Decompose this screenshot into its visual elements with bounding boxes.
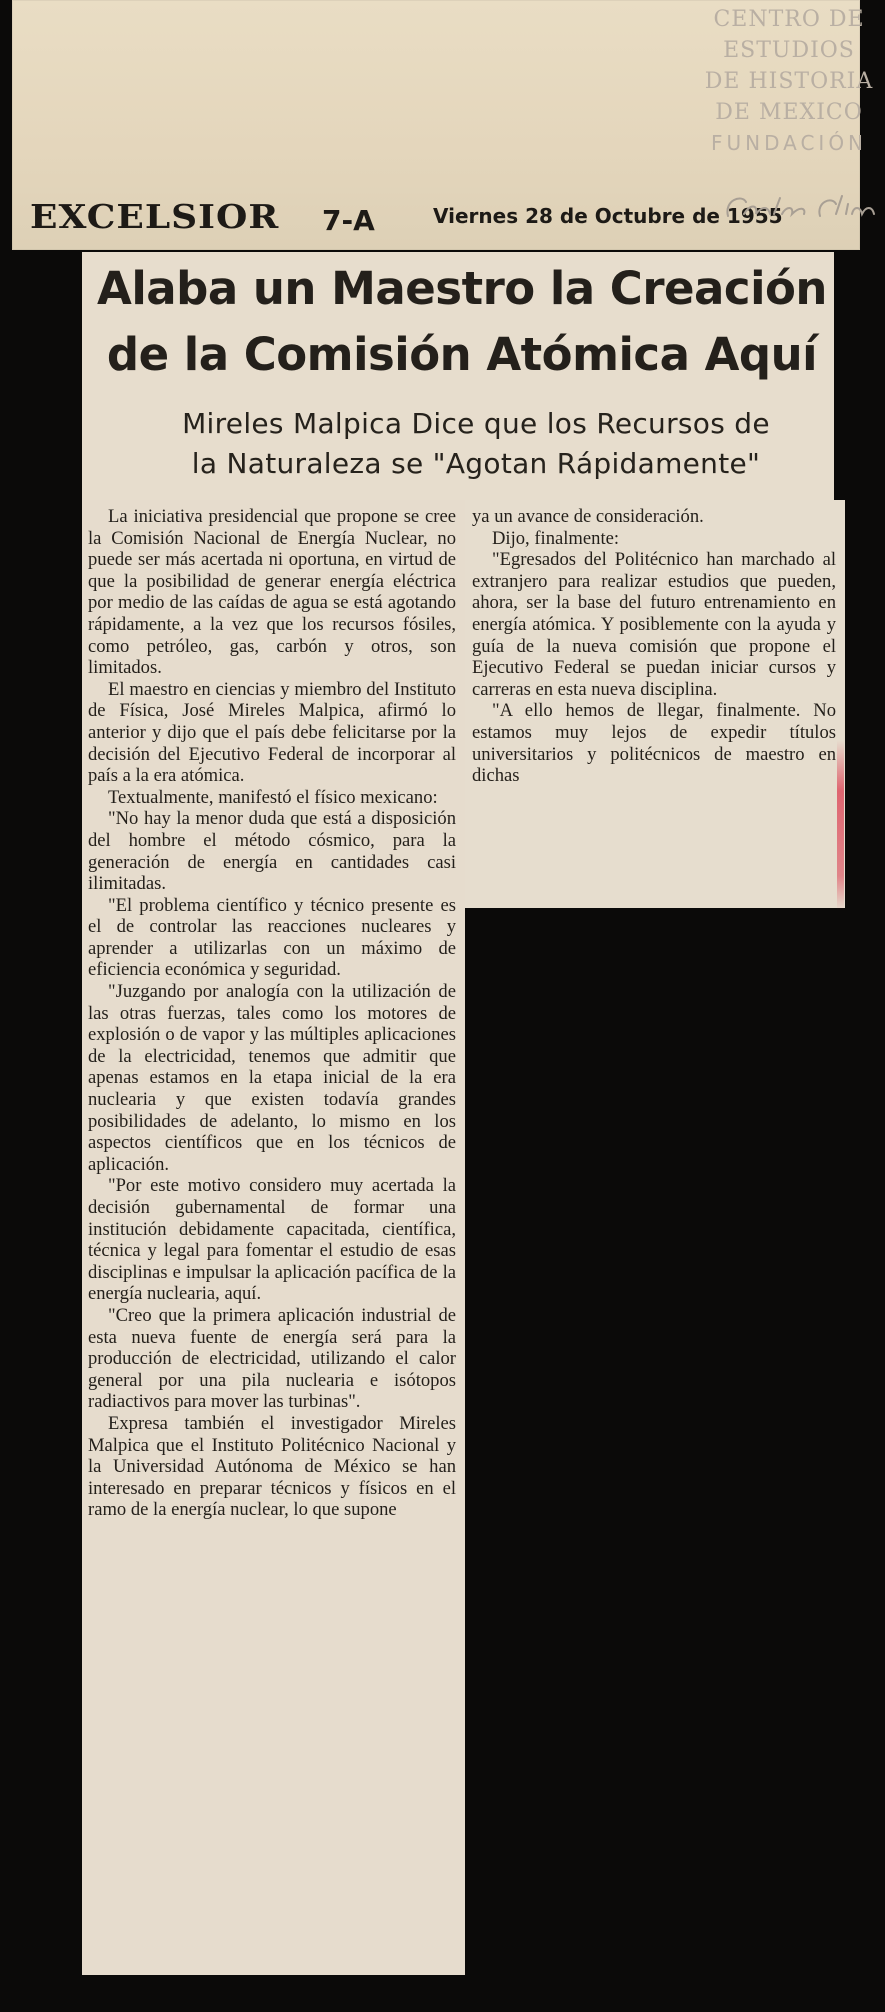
- paragraph: "Egresados del Politécnico han marchado al extranjero para realizar estudios que pueden, ahora, ser la base del futuro entrenamiento en energía atómica. Y posiblemente con la ayuda y guía de la nueva comisión que propone el Ejecutivo Federal se puedan iniciar cursos y carreras en esta nueva disciplina.: [472, 549, 836, 700]
- paragraph: "El problema científico y técnico presente es el de controlar las reacciones nucleares y aprender a utilizarlas con un máximo de eficiencia económica y seguridad.: [88, 894, 456, 981]
- article-body-left-column: [88, 506, 456, 1521]
- paragraph: El maestro en ciencias y miembro del Instituto de Física, José Mireles Malpica, afirmó lo anterior y dijo que el país debe felicitarse por la decisión del Ejecutivo Federal de incorporar al país a la era atómica.: [88, 678, 456, 787]
- signature-watermark: [720, 186, 880, 226]
- paragraph: La iniciativa presidencial que propone se cree la Comisión Nacional de Energía Nuclear, no puede ser más acertada ni oportuna, en virtud de que la posibilidad de generar energía eléctrica por medio de las caídas de agua se está agotando rápidamente, a la vez que los recursos fósiles, como petróleo, gas, carbón y otros, son limitados.: [88, 506, 456, 679]
- paragraph: "A ello hemos de llegar, finalmente. No estamos muy lejos de expedir títulos universitarios y politécnicos de maestro en dichas: [472, 700, 836, 787]
- watermark-line: DE HISTORIA: [704, 69, 874, 94]
- issue-date: Viernes 28 de Octubre de 1955: [433, 204, 783, 228]
- article-subheadline: [120, 404, 832, 484]
- newspaper-name: EXCELSIOR: [30, 198, 280, 236]
- paragraph: "Juzgando por analogía con la utilización de las otras fuerzas, tales como los motores de explosión o de vapor y las múltiples aplicaciones de la electricidad, tenemos que admitir que apenas estamos en la etapa inicial de la era nuclearia y que existen todavía grandes posibilidades de adelanto, lo mismo en los aspectos científicos que en los técnicos de aplicación.: [88, 981, 456, 1175]
- paragraph: "No hay la menor duda que está a disposición del hombre el método cósmico, para la generación de energía en cantidades casi ilimitadas.: [88, 808, 456, 895]
- paragraph: Expresa también el investigador Mireles Malpica que el Instituto Politécnico Nacional y la Universidad Autónoma de México se han interesado en preparar técnicos y físicos en el ramo de la energía nuclear, lo que supone: [88, 1412, 456, 1521]
- article-body-right-column: [472, 506, 836, 787]
- watermark-line: ESTUDIOS: [723, 38, 855, 63]
- archive-watermark: [699, 4, 879, 159]
- subheadline-line: Mireles Malpica Dice que los Recursos de: [182, 407, 770, 440]
- paragraph: "Creo que la primera aplicación industrial de esta nueva fuente de energía será para la producción de electricidad, utilizando el calor general por una pila nuclearia e isótopos radiactivos para mover las turbinas".: [88, 1304, 456, 1413]
- article-headline: [92, 256, 832, 388]
- watermark-fundacion: FUNDACIÓN: [710, 131, 868, 155]
- paragraph: "Por este motivo considero muy acertada la decisión gubernamental de formar una institución debidamente capacitada, científica, técnica y legal para fomentar el estudio de esas disciplinas e impulsar la aplicación pacífica de la energía nuclearia, aquí.: [88, 1175, 456, 1305]
- headline-line: Alaba un Maestro la Creación: [97, 262, 827, 315]
- paragraph: Textualmente, manifestó el físico mexicano:: [108, 786, 438, 808]
- subheadline-line: la Naturaleza se "Agotan Rápidamente": [191, 447, 761, 480]
- paragraph: ya un avance de consideración.: [472, 506, 704, 527]
- watermark-line: DE MEXICO: [715, 100, 863, 125]
- watermark-line: CENTRO DE: [713, 7, 865, 32]
- paragraph: Dijo, finalmente:: [492, 527, 620, 549]
- red-ink-mark: [837, 740, 844, 910]
- page-number: 7-A: [322, 204, 375, 237]
- headline-line: de la Comisión Atómica Aquí: [106, 328, 818, 381]
